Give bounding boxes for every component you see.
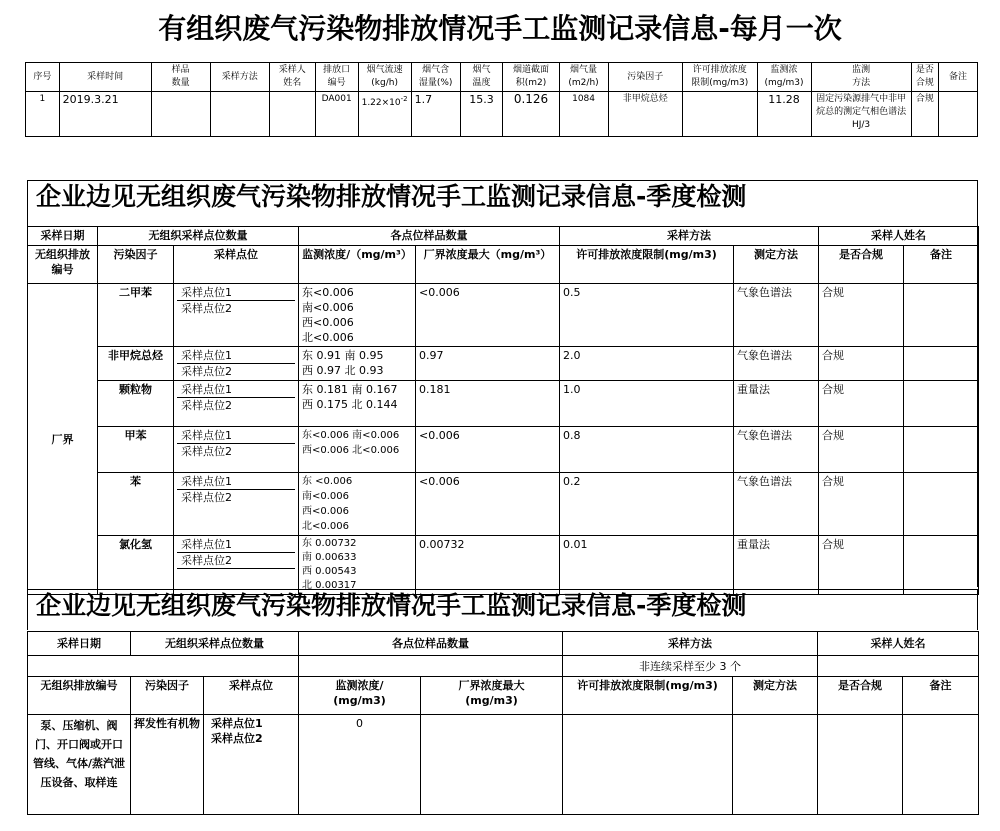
comply-cell: 合规 <box>819 536 904 595</box>
pollutant-cell: 非甲烷总烃 <box>98 347 174 381</box>
conc-cell: 东 0.91 南 0.95 西 0.97 北 0.93 <box>299 347 416 381</box>
points-cell: 采样点位1 采样点位2 <box>174 473 299 536</box>
method-cell: 气象色谱法 <box>734 427 819 473</box>
temp-cell: 15.3 <box>460 92 503 137</box>
conc-cell: 东<0.006 南<0.006 西<0.006 北<0.006 <box>299 427 416 473</box>
header-cell: 是否 合规 <box>911 63 939 92</box>
section-title: 企业边见无组织废气污染物排放情况手工监测记录信息-季度检测 <box>36 591 747 620</box>
header-cell: 监测浓度/ (mg/m3) <box>299 677 421 715</box>
area-cell: 0.126 <box>503 92 559 137</box>
comply-cell: 合规 <box>911 92 939 137</box>
seq-cell: 1 <box>26 92 60 137</box>
header-cell: 烟气流速 (kg/h) <box>358 63 411 92</box>
empty-cell <box>733 715 818 815</box>
header-cell: 采样人 姓名 <box>269 63 315 92</box>
table-header-row <box>26 63 978 92</box>
conc-cell: 东 0.181 南 0.167 西 0.175 北 0.144 <box>299 381 416 427</box>
pollutant-cell: 苯 <box>98 473 174 536</box>
method-cell: 气象色谱法 <box>734 347 819 381</box>
header-cell: 无组织排放编号 <box>28 246 98 284</box>
table-header-row <box>28 246 979 284</box>
remark-cell <box>904 347 979 381</box>
conc-cell: 东<0.006 南<0.006 西<0.006 北<0.006 <box>299 284 416 347</box>
limit-cell: 2.0 <box>560 347 734 381</box>
header-cell: 监测浓 (mg/m3) <box>757 63 811 92</box>
header-cell: 备注 <box>903 677 979 715</box>
table-row <box>28 473 979 536</box>
header-cell: 烟气含 湿量(%) <box>411 63 460 92</box>
empty-cell <box>939 92 978 137</box>
table-row <box>26 92 978 137</box>
header-cell: 测定方法 <box>733 677 818 715</box>
outlet-cell: DA001 <box>315 92 358 137</box>
comply-cell: 合规 <box>819 381 904 427</box>
comply-cell: 合规 <box>819 427 904 473</box>
limit-cell: 0.01 <box>560 536 734 595</box>
max-cell: <0.006 <box>416 427 560 473</box>
header-cell: 采样日期 <box>28 227 98 246</box>
comply-cell: 合规 <box>819 473 904 536</box>
header-cell: 是否合规 <box>818 677 903 715</box>
remark-cell <box>904 536 979 595</box>
pollutant-cell: 挥发性有机物 <box>131 715 204 815</box>
header-cell: 许可排放浓度限制(mg/m3) <box>560 246 734 284</box>
empty-cell <box>151 92 210 137</box>
empty-cell <box>210 92 269 137</box>
pollutant-cell: 二甲苯 <box>98 284 174 347</box>
header-cell: 厂界浓度最大（mg/m³） <box>416 246 560 284</box>
pollutant-cell: 颗粒物 <box>98 381 174 427</box>
points-cell: 采样点位1 采样点位2 <box>174 381 299 427</box>
max-cell: <0.006 <box>416 284 560 347</box>
empty-cell <box>28 656 299 677</box>
method-cell: 重量法 <box>734 536 819 595</box>
max-cell: 0.97 <box>416 347 560 381</box>
table-header-row <box>28 677 979 715</box>
header-cell: 烟气 温度 <box>460 63 503 92</box>
header-cell: 污染因子 <box>608 63 682 92</box>
table-header-row <box>28 227 979 246</box>
method-cell: 固定污染源排气中非甲烷总的测定气相色谱法HJ/3 <box>811 92 911 137</box>
method-cell: 重量法 <box>734 381 819 427</box>
table-row <box>28 284 979 347</box>
table-row <box>28 381 979 427</box>
header-cell: 各点位样品数量 <box>299 227 560 246</box>
conc-cell: 东 0.00732 南 0.00633 西 0.00543 北 0.00317 <box>299 536 416 595</box>
header-cell: 厂界浓度最大 (mg/m3) <box>421 677 563 715</box>
remark-cell <box>904 381 979 427</box>
quarterly-section-2 <box>27 589 978 630</box>
moist-cell: 1.7 <box>411 92 460 137</box>
limit-cell: 0.2 <box>560 473 734 536</box>
remark-cell <box>904 427 979 473</box>
pollutant-cell: 氯化氢 <box>98 536 174 595</box>
comply-cell: 合规 <box>819 347 904 381</box>
table-row <box>28 715 979 815</box>
conc-cell: 11.28 <box>757 92 811 137</box>
empty-cell <box>818 715 903 815</box>
header-cell: 许可排放浓度 限制(mg/m3) <box>683 63 757 92</box>
header-cell: 排放口 编号 <box>315 63 358 92</box>
header-cell: 污染因子 <box>98 246 174 284</box>
header-cell: 采样方法 <box>560 227 819 246</box>
limit-cell: 0.8 <box>560 427 734 473</box>
header-cell: 无组织排放编号 <box>28 677 131 715</box>
header-cell: 烟气量 (m2/h) <box>559 63 608 92</box>
header-cell: 许可排放浓度限制(mg/m3) <box>563 677 733 715</box>
header-cell: 烟道截面 积(m2) <box>503 63 559 92</box>
header-cell: 序号 <box>26 63 60 92</box>
method-note-cell: 非连续采样至少 3 个 <box>563 656 818 677</box>
empty-cell <box>818 656 979 677</box>
points-cell: 采样点位1 采样点位2 <box>174 536 299 595</box>
empty-cell <box>683 92 757 137</box>
header-cell: 是否合规 <box>819 246 904 284</box>
limit-cell: 1.0 <box>560 381 734 427</box>
max-cell: 0.181 <box>416 381 560 427</box>
header-cell: 备注 <box>904 246 979 284</box>
monthly-record-table <box>25 62 978 137</box>
header-cell: 采样点位 <box>174 246 299 284</box>
remark-cell <box>904 284 979 347</box>
comply-cell: 合规 <box>819 284 904 347</box>
max-cell: 0.00732 <box>416 536 560 595</box>
header-cell: 测定方法 <box>734 246 819 284</box>
max-cell: <0.006 <box>416 473 560 536</box>
header-cell: 各点位样品数量 <box>299 632 563 656</box>
header-cell: 采样点位 <box>204 677 299 715</box>
header-cell: 无组织采样点位数量 <box>131 632 299 656</box>
header-cell: 采样人姓名 <box>819 227 979 246</box>
quarterly-table-2 <box>27 631 979 815</box>
table-row <box>28 427 979 473</box>
empty-cell <box>421 715 563 815</box>
outlet-cell: 厂界 <box>28 284 98 595</box>
table-row <box>28 536 979 595</box>
table-header-row <box>28 632 979 656</box>
outlet-cell: 泵、压缩机、阀门、开口阀或开口管线、气体/蒸汽泄压设备、取样连 <box>28 715 131 815</box>
pollutant-cell: 非甲烷总烃 <box>608 92 682 137</box>
header-cell: 采样时间 <box>59 63 151 92</box>
points-cell: 采样点位1 采样点位2 <box>174 284 299 347</box>
header-cell: 采样日期 <box>28 632 131 656</box>
method-cell: 气象色谱法 <box>734 284 819 347</box>
header-cell: 采样方法 <box>210 63 269 92</box>
table-row <box>28 656 979 677</box>
section-title: 企业边见无组织废气污染物排放情况手工监测记录信息-季度检测 <box>36 182 747 211</box>
header-cell: 监测 方法 <box>811 63 911 92</box>
header-cell: 备注 <box>939 63 978 92</box>
header-cell: 污染因子 <box>131 677 204 715</box>
vol-cell: 1084 <box>559 92 608 137</box>
header-cell: 无组织采样点位数量 <box>98 227 299 246</box>
empty-cell <box>563 715 733 815</box>
conc-cell: 东 <0.006 南<0.006 西<0.006 北<0.006 <box>299 473 416 536</box>
quarterly-table-1 <box>27 226 979 595</box>
remark-cell <box>904 473 979 536</box>
points-cell: 采样点位1 采样点位2 <box>204 715 299 815</box>
header-cell: 采样人姓名 <box>818 632 979 656</box>
table-row <box>28 347 979 381</box>
method-cell: 气象色谱法 <box>734 473 819 536</box>
points-cell: 采样点位1 采样点位2 <box>174 347 299 381</box>
header-cell: 采样方法 <box>563 632 818 656</box>
pollutant-cell: 甲苯 <box>98 427 174 473</box>
empty-cell <box>269 92 315 137</box>
conc-cell: 0 <box>299 715 421 815</box>
limit-cell: 0.5 <box>560 284 734 347</box>
empty-cell <box>299 656 563 677</box>
points-cell: 采样点位1 采样点位2 <box>174 427 299 473</box>
flow-cell: $1.22\times 10^{-2}$ <box>358 92 411 137</box>
empty-cell <box>903 715 979 815</box>
page-title: 有组织废气污染物排放情况手工监测记录信息-每月一次 <box>158 12 842 45</box>
time-cell: 2019.3.21 <box>59 92 151 137</box>
header-cell: 监测浓度/（mg/m³） <box>299 246 416 284</box>
header-cell: 样品 数量 <box>151 63 210 92</box>
